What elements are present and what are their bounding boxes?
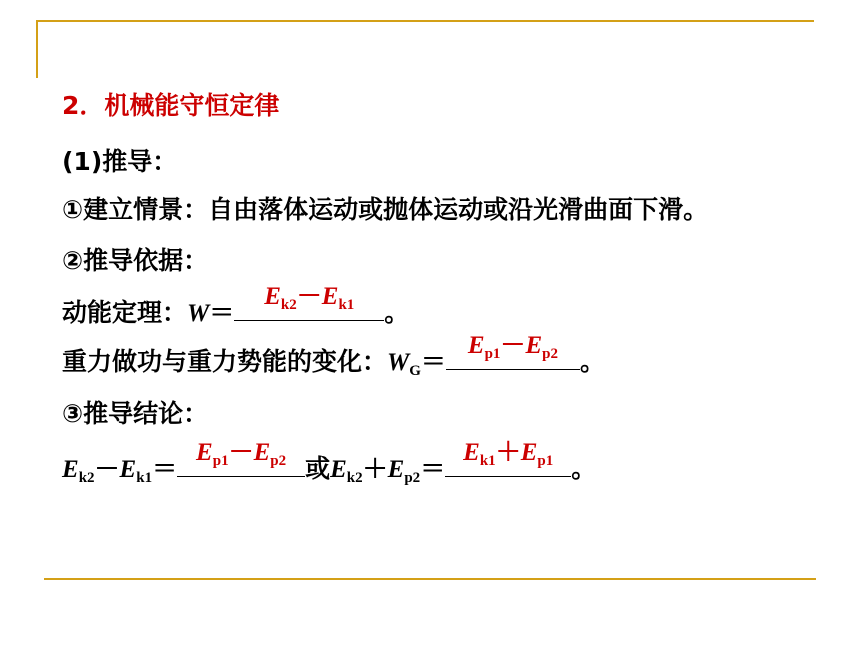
equals-sign: ＝: [420, 454, 446, 483]
plus-sign: ＋: [362, 454, 388, 483]
plus-sign: ＋: [495, 437, 521, 466]
work-symbol: W: [187, 300, 210, 327]
slide-frame-bottom-line: [44, 578, 816, 580]
section-heading: 2．机械能守恒定律: [62, 91, 280, 120]
energy-subscript: k2: [78, 470, 95, 486]
period: 。: [579, 347, 605, 376]
answer-symbol: E: [520, 439, 538, 466]
basis-label: ②推导依据：: [62, 246, 209, 275]
answer-blank-conclusion-2: [445, 437, 571, 477]
answer-blank-work: [234, 281, 384, 321]
kinetic-theorem-line: [62, 281, 410, 329]
slide-frame-left-line: [36, 20, 38, 78]
answer-gravity: [446, 325, 580, 361]
period: 。: [571, 454, 597, 483]
answer-subscript: p1: [537, 453, 554, 469]
minus-sign: －: [296, 281, 322, 310]
energy-subscript: k1: [136, 470, 153, 486]
answer-symbol: E: [264, 283, 281, 310]
work-symbol: W: [387, 349, 410, 376]
answer-subscript: p2: [270, 453, 287, 469]
answer-subscript: k1: [338, 297, 355, 313]
equals-sign: ＝: [209, 298, 235, 327]
energy-symbol: E: [387, 456, 405, 483]
conclusion-label: ③推导结论：: [62, 399, 209, 428]
conclusion-line: [62, 437, 597, 486]
equals-sign: ＝: [420, 347, 446, 376]
minus-sign: －: [94, 454, 120, 483]
minus-sign: －: [228, 437, 254, 466]
answer-subscript: p2: [542, 346, 558, 362]
answer-subscript: p1: [212, 453, 229, 469]
answer-subscript: p1: [484, 346, 501, 362]
slide-frame-top-line: [36, 20, 814, 22]
answer-symbol: E: [196, 439, 213, 466]
answer-conclusion-2: [445, 432, 571, 468]
energy-symbol: E: [330, 456, 347, 483]
answer-blank-conclusion-1: [177, 437, 305, 477]
period: 。: [384, 298, 410, 327]
equals-sign: ＝: [152, 454, 178, 483]
scenario-text: ①建立情景：自由落体运动或抛体运动或沿光滑曲面下滑。: [62, 195, 709, 224]
work-subscript: G: [409, 363, 421, 379]
energy-subscript: p2: [404, 470, 421, 486]
answer-symbol: E: [321, 283, 339, 310]
answer-blank-gravity: [446, 330, 580, 370]
answer-symbol: E: [463, 439, 480, 466]
energy-subscript: k2: [346, 470, 363, 486]
answer-subscript: k1: [479, 453, 496, 469]
answer-subscript: k2: [280, 297, 297, 313]
gravity-work-line: [62, 330, 605, 379]
energy-symbol: E: [119, 456, 137, 483]
answer-work: [234, 276, 384, 312]
answer-symbol: E: [253, 439, 271, 466]
answer-symbol: E: [467, 332, 485, 359]
answer-symbol: E: [525, 332, 543, 359]
kinetic-theorem-prefix: 动能定理：: [62, 298, 188, 327]
energy-symbol: E: [62, 456, 79, 483]
derivation-label: (1)推导：: [62, 147, 178, 176]
answer-conclusion-1: [177, 432, 305, 468]
or-word: 或: [305, 454, 331, 483]
gravity-work-prefix: 重力做功与重力势能的变化：: [62, 347, 388, 376]
minus-sign: －: [500, 330, 526, 359]
